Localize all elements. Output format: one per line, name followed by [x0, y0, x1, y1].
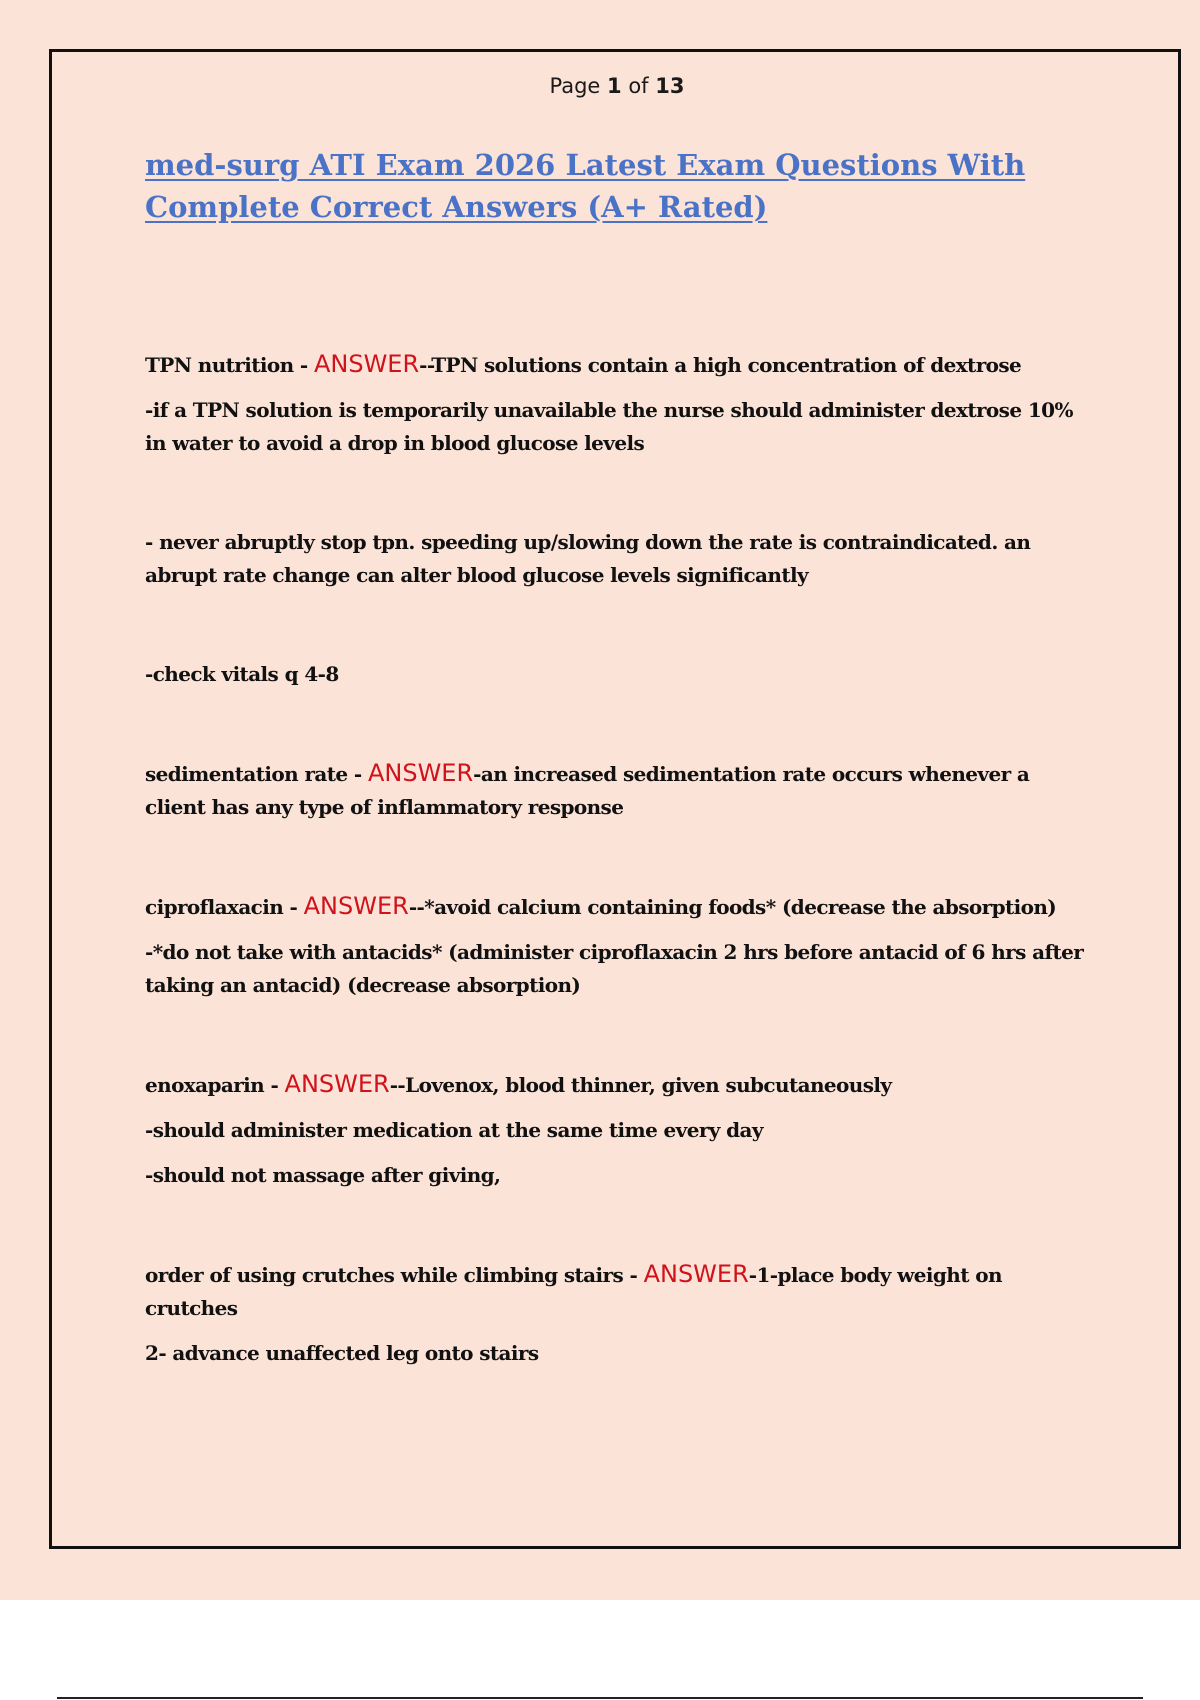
qa-note: -if a TPN solution is temporarily unavailable the nurse should administer dextrose 10% in water to avoid a drop in blood glucose levels: [145, 398, 1073, 455]
qa-entry-enoxaparin: [145, 1068, 1085, 1102]
qa-note: -*do not take with antacids* (administer ciproflaxacin 2 hrs before antacid of 6 hrs after taking an antacid) (decrease absorption): [145, 940, 1084, 997]
qa-term: TPN nutrition -: [145, 353, 314, 377]
answer-label: ANSWER: [367, 759, 474, 787]
answer-label: ANSWER: [313, 350, 420, 378]
qa-content: [145, 348, 1085, 1370]
qa-term: enoxaparin -: [145, 1073, 285, 1097]
qa-note: 2- advance unaffected leg onto stairs: [145, 1341, 539, 1365]
qa-answer: --TPN solutions contain a high concentration of dextrose: [419, 353, 1022, 377]
qa-term: sedimentation rate -: [145, 762, 368, 786]
qa-note: -check vitals q 4-8: [145, 662, 339, 686]
qa-answer: -an increased sedimentation rate occurs whenever a client has any type of inflammatory response: [145, 762, 1030, 819]
qa-note: -should administer medication at the same time every day: [145, 1118, 763, 1142]
qa-entry-sedimentation-rate: [145, 757, 1085, 824]
qa-answer: --*avoid calcium containing foods* (decrease the absorption): [408, 895, 1057, 919]
page-number: Page 1 of 13: [549, 74, 685, 98]
document-title[interactable]: med-surg ATI Exam 2026 Latest Exam Questions With Complete Correct Answers (A+ Rated): [145, 148, 1026, 224]
qa-entry-tpn: [145, 348, 1085, 382]
qa-term: ciproflaxacin -: [145, 895, 304, 919]
answer-label: ANSWER: [284, 1070, 390, 1098]
qa-note: - never abruptly stop tpn. speeding up/slowing down the rate is contraindicated. an abrupt rate change can alter blood glucose levels significantly: [145, 530, 1031, 587]
answer-label: ANSWER: [303, 892, 409, 920]
answer-label: ANSWER: [643, 1260, 749, 1288]
qa-answer: -1-place body weight on crutches: [145, 1263, 1002, 1320]
qa-answer: --Lovenox, blood thinner, given subcutaneously: [389, 1073, 892, 1097]
qa-entry-crutches: [145, 1258, 1085, 1325]
qa-note: -should not massage after giving,: [145, 1163, 501, 1187]
qa-term: order of using crutches while climbing stairs -: [145, 1263, 644, 1287]
footer-divider: [57, 1697, 1143, 1699]
qa-entry-ciproflaxacin: [145, 890, 1085, 924]
